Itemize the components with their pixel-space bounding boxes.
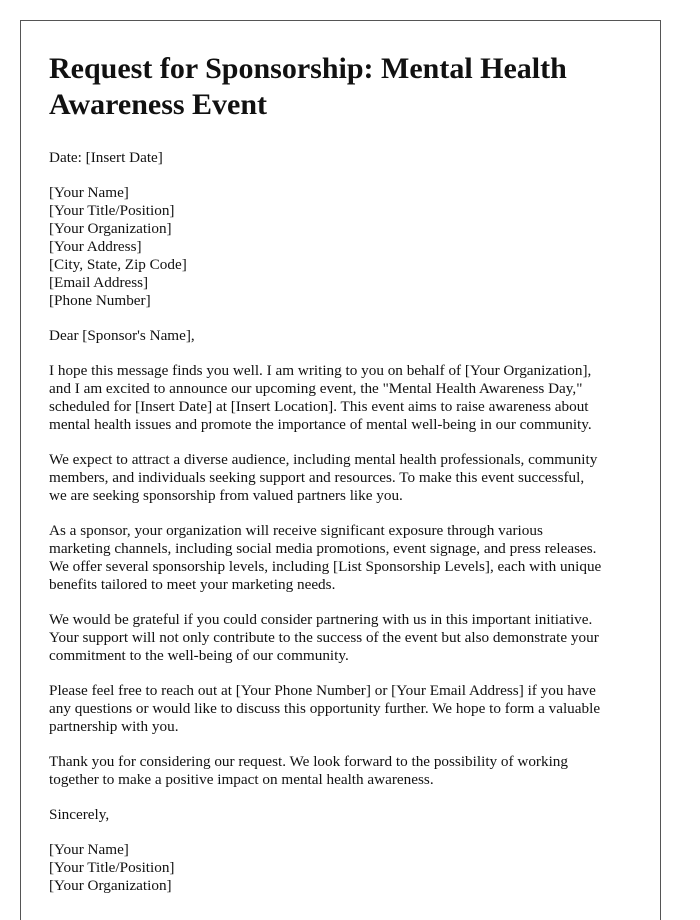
body-paragraph-contact — [49, 682, 632, 736]
paragraph-line: together to make a positive impact on mental health awareness. — [49, 771, 434, 788]
sender-title: [Your Title/Position] — [49, 202, 175, 219]
body-paragraph-intro — [49, 362, 632, 434]
paragraph-line: members, and individuals seeking support and resources. To make this event successful, — [49, 469, 585, 486]
sender-organization: [Your Organization] — [49, 220, 172, 237]
paragraph-line: mental health issues and promote the importance of mental well-being in our community. — [49, 416, 592, 433]
sender-address: [Your Address] — [49, 238, 142, 255]
closing: Sincerely, — [49, 806, 110, 823]
sender-city-state-zip: [City, State, Zip Code] — [49, 256, 187, 273]
paragraph-line: marketing channels, including social media promotions, event signage, and press releases. — [49, 540, 597, 557]
sender-block — [49, 184, 632, 310]
paragraph-line: As a sponsor, your organization will receive significant exposure through various — [49, 522, 543, 539]
sender-name: [Your Name] — [49, 184, 129, 201]
sender-phone: [Phone Number] — [49, 292, 151, 309]
paragraph-line: We offer several sponsorship levels, including [List Sponsorship Levels], each with unique — [49, 558, 602, 575]
paragraph-line: Your support will not only contribute to the success of the event but also demonstrate your — [49, 629, 599, 646]
paragraph-line: commitment to the well-being of our community. — [49, 647, 349, 664]
paragraph-line: I hope this message finds you well. I am writing to you on behalf of [Your Organization], — [49, 362, 592, 379]
sender-email: [Email Address] — [49, 274, 149, 291]
salutation: Dear [Sponsor's Name], — [49, 327, 195, 344]
paragraph-line: benefits tailored to meet your marketing needs. — [49, 576, 336, 593]
body-paragraph-request — [49, 611, 632, 665]
paragraph-line: Thank you for considering our request. We look forward to the possibility of working — [49, 753, 568, 770]
letter-title: Request for Sponsorship: Mental Health Awareness Event — [49, 52, 567, 121]
paragraph-line: We expect to attract a diverse audience, including mental health professionals, community — [49, 451, 598, 468]
signature-organization: [Your Organization] — [49, 877, 172, 894]
body-paragraph-benefits — [49, 522, 632, 594]
paragraph-line: we are seeking sponsorship from valued partners like you. — [49, 487, 403, 504]
paragraph-line: scheduled for [Insert Date] at [Insert Location]. This event aims to raise awareness about — [49, 398, 589, 415]
paragraph-line: We would be grateful if you could consider partnering with us in this important initiative. — [49, 611, 593, 628]
body-paragraph-thanks — [49, 753, 632, 789]
paragraph-line: any questions or would like to discuss this opportunity further. We hope to form a valuable — [49, 700, 601, 717]
paragraph-line: Please feel free to reach out at [Your Phone Number] or [Your Email Address] if you have — [49, 682, 596, 699]
paragraph-line: partnership with you. — [49, 718, 179, 735]
signature-name: [Your Name] — [49, 841, 129, 858]
date-line: Date: [Insert Date] — [49, 149, 163, 166]
paragraph-line: and I am excited to announce our upcoming event, the "Mental Health Awareness Day," — [49, 380, 583, 397]
letter-page — [20, 20, 661, 920]
signature-title: [Your Title/Position] — [49, 859, 175, 876]
signature-block — [49, 841, 632, 895]
body-paragraph-audience — [49, 451, 632, 505]
